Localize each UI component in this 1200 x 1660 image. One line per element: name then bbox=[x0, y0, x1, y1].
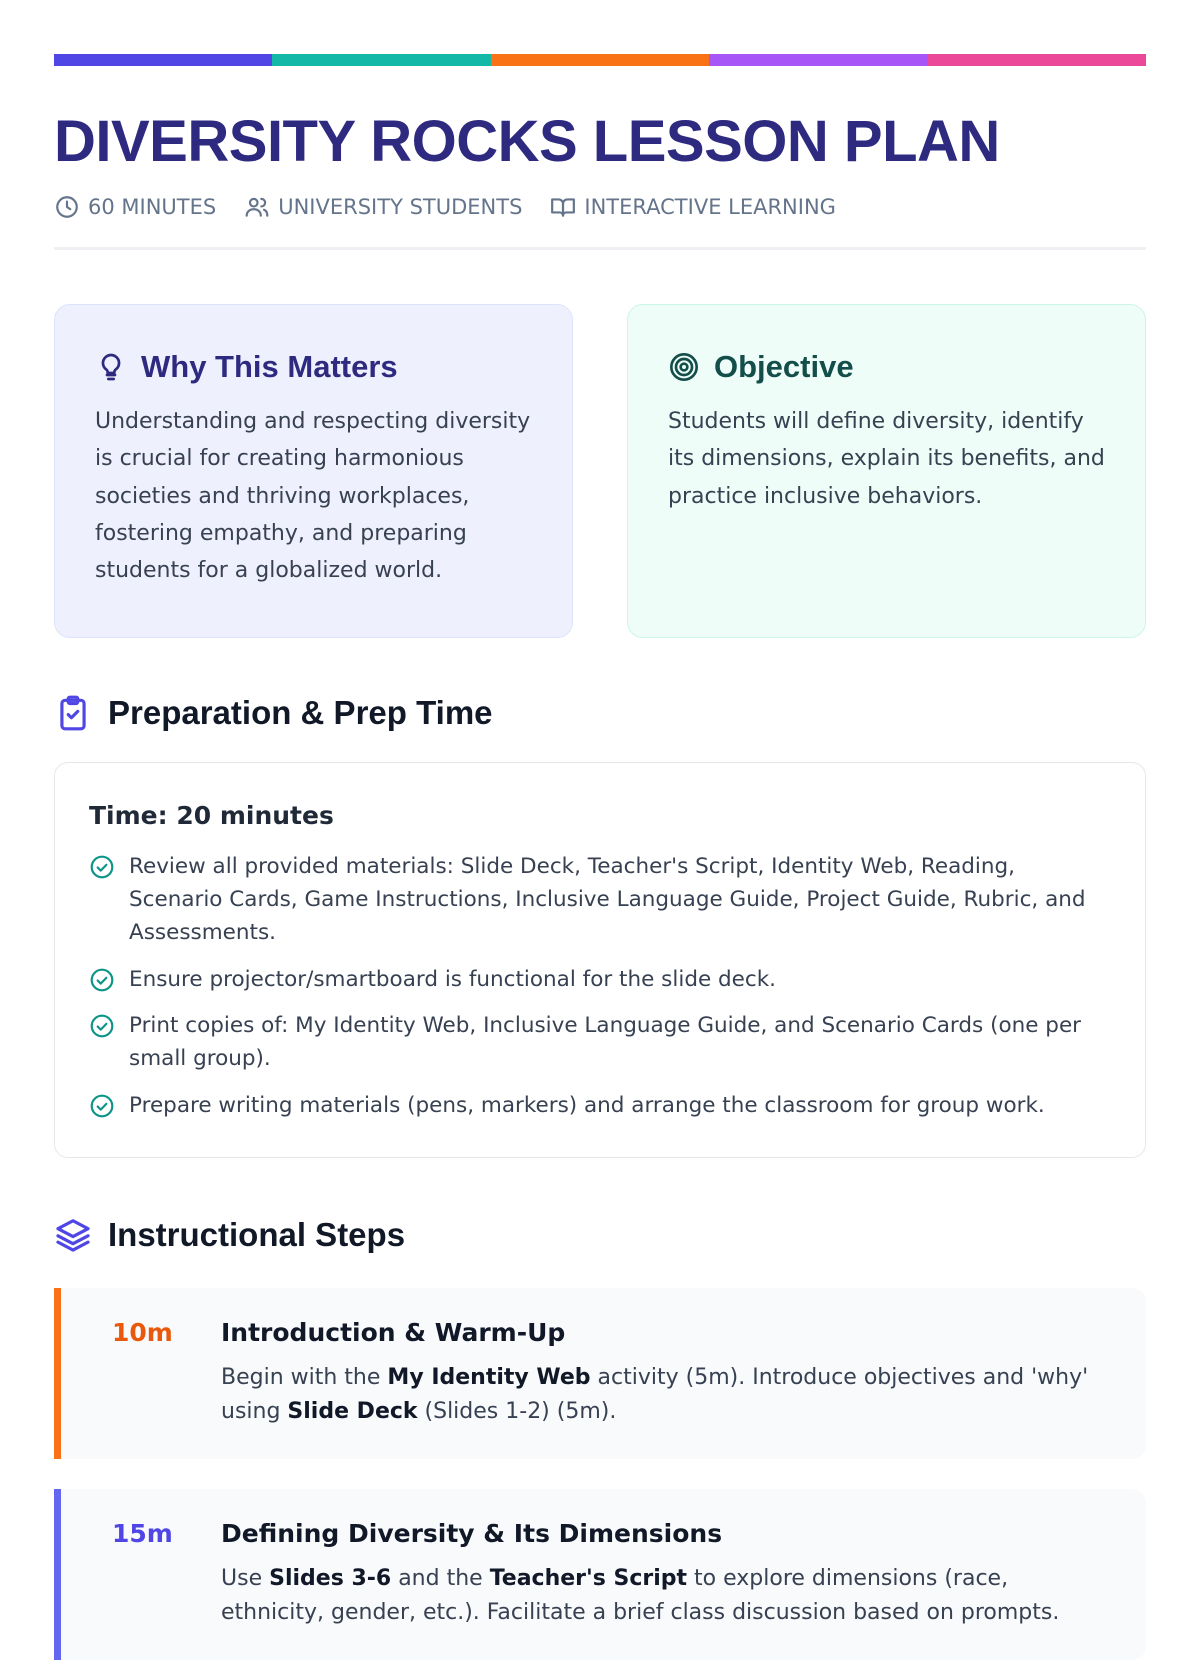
objective-card bbox=[627, 304, 1146, 638]
prep-item-text: Ensure projector/smartboard is functional for the slide deck. bbox=[129, 966, 777, 992]
prep-item bbox=[89, 1009, 1111, 1076]
color-strip-segment bbox=[54, 54, 272, 66]
steps-section-title: Instructional Steps bbox=[108, 1215, 406, 1253]
objective-card-text: Students will define diversity, identify its dimensions, explain its benefits, and practice inclusive behaviors. bbox=[668, 408, 1105, 509]
meta-format-label: INTERACTIVE LEARNING bbox=[584, 194, 836, 219]
color-strip-segment bbox=[491, 54, 709, 66]
meta-audience-label: UNIVERSITY STUDENTS bbox=[278, 194, 523, 219]
why-card-text: Understanding and respecting diversity is crucial for creating harmonious societies and thriving workplaces, fostering empathy, and preparing students for a globalized world. bbox=[95, 408, 531, 584]
step-description: Begin with the My Identity Web activity (5m). Introduce objectives and 'why' using Slide Deck (Slides 1-2) (5m). bbox=[221, 1364, 1089, 1424]
color-strip bbox=[54, 54, 1146, 66]
step-title: Introduction & Warm-Up bbox=[221, 1317, 566, 1347]
meta-format bbox=[550, 194, 836, 220]
steps-section-header bbox=[54, 1216, 1146, 1254]
objective-card-header bbox=[668, 349, 1105, 385]
header-divider bbox=[54, 247, 1146, 250]
check-circle-icon bbox=[89, 1093, 115, 1119]
color-strip-segment bbox=[709, 54, 927, 66]
step-card bbox=[54, 1489, 1146, 1660]
step-accent-bar bbox=[54, 1288, 61, 1459]
why-card-header bbox=[95, 349, 532, 385]
book-open-icon bbox=[550, 194, 576, 220]
objective-card-title: Objective bbox=[714, 348, 854, 384]
step-title: Defining Diversity & Its Dimensions bbox=[221, 1518, 723, 1548]
prep-item-text: Review all provided materials: Slide Deck, Teacher's Script, Identity Web, Reading, Scenario Cards, Game Instructions, Inclusive Language Guide, Project Guide, Rubric, and Assessments. bbox=[129, 853, 1086, 946]
prep-item bbox=[89, 963, 1111, 996]
meta-duration-label: 60 MINUTES bbox=[88, 194, 217, 219]
step-card bbox=[54, 1288, 1146, 1459]
prep-item bbox=[89, 850, 1111, 950]
check-circle-icon bbox=[89, 1013, 115, 1039]
meta-bar bbox=[54, 194, 1146, 220]
meta-audience bbox=[244, 194, 522, 220]
clock-icon bbox=[54, 194, 80, 220]
users-icon bbox=[244, 194, 270, 220]
lightbulb-icon bbox=[95, 351, 127, 383]
target-icon bbox=[668, 351, 700, 383]
page-title: DIVERSITY ROCKS LESSON PLAN bbox=[54, 109, 1000, 174]
step-description: Use Slides 3-6 and the Teacher's Script to explore dimensions (race, ethnicity, gender, etc.). Facilitate a brief class discussion based on prompts. bbox=[221, 1565, 1060, 1626]
meta-duration bbox=[54, 194, 216, 220]
why-card-title: Why This Matters bbox=[141, 348, 398, 384]
prep-box bbox=[54, 762, 1146, 1158]
intro-cards bbox=[54, 304, 1146, 638]
check-circle-icon bbox=[89, 967, 115, 993]
color-strip-segment bbox=[928, 54, 1146, 66]
prep-item-text: Prepare writing materials (pens, markers) and arrange the classroom for group work. bbox=[129, 1092, 1045, 1118]
step-accent-bar bbox=[54, 1489, 61, 1660]
prep-time: Time: 20 minutes bbox=[89, 800, 334, 830]
prep-item bbox=[89, 1089, 1111, 1122]
prep-list bbox=[89, 850, 1111, 1122]
step-duration: 10m bbox=[112, 1317, 173, 1347]
color-strip-segment bbox=[272, 54, 490, 66]
prep-section-title: Preparation & Prep Time bbox=[108, 693, 493, 731]
why-card bbox=[54, 304, 573, 638]
layers-icon bbox=[54, 1216, 92, 1254]
prep-section-header bbox=[54, 694, 1146, 732]
clipboard-check-icon bbox=[54, 694, 92, 732]
prep-item-text: Print copies of: My Identity Web, Inclusive Language Guide, and Scenario Cards (one per small group). bbox=[129, 1013, 1082, 1072]
check-circle-icon bbox=[89, 854, 115, 880]
step-body bbox=[221, 1519, 1116, 1630]
step-duration: 15m bbox=[112, 1518, 173, 1548]
step-body bbox=[221, 1318, 1116, 1429]
